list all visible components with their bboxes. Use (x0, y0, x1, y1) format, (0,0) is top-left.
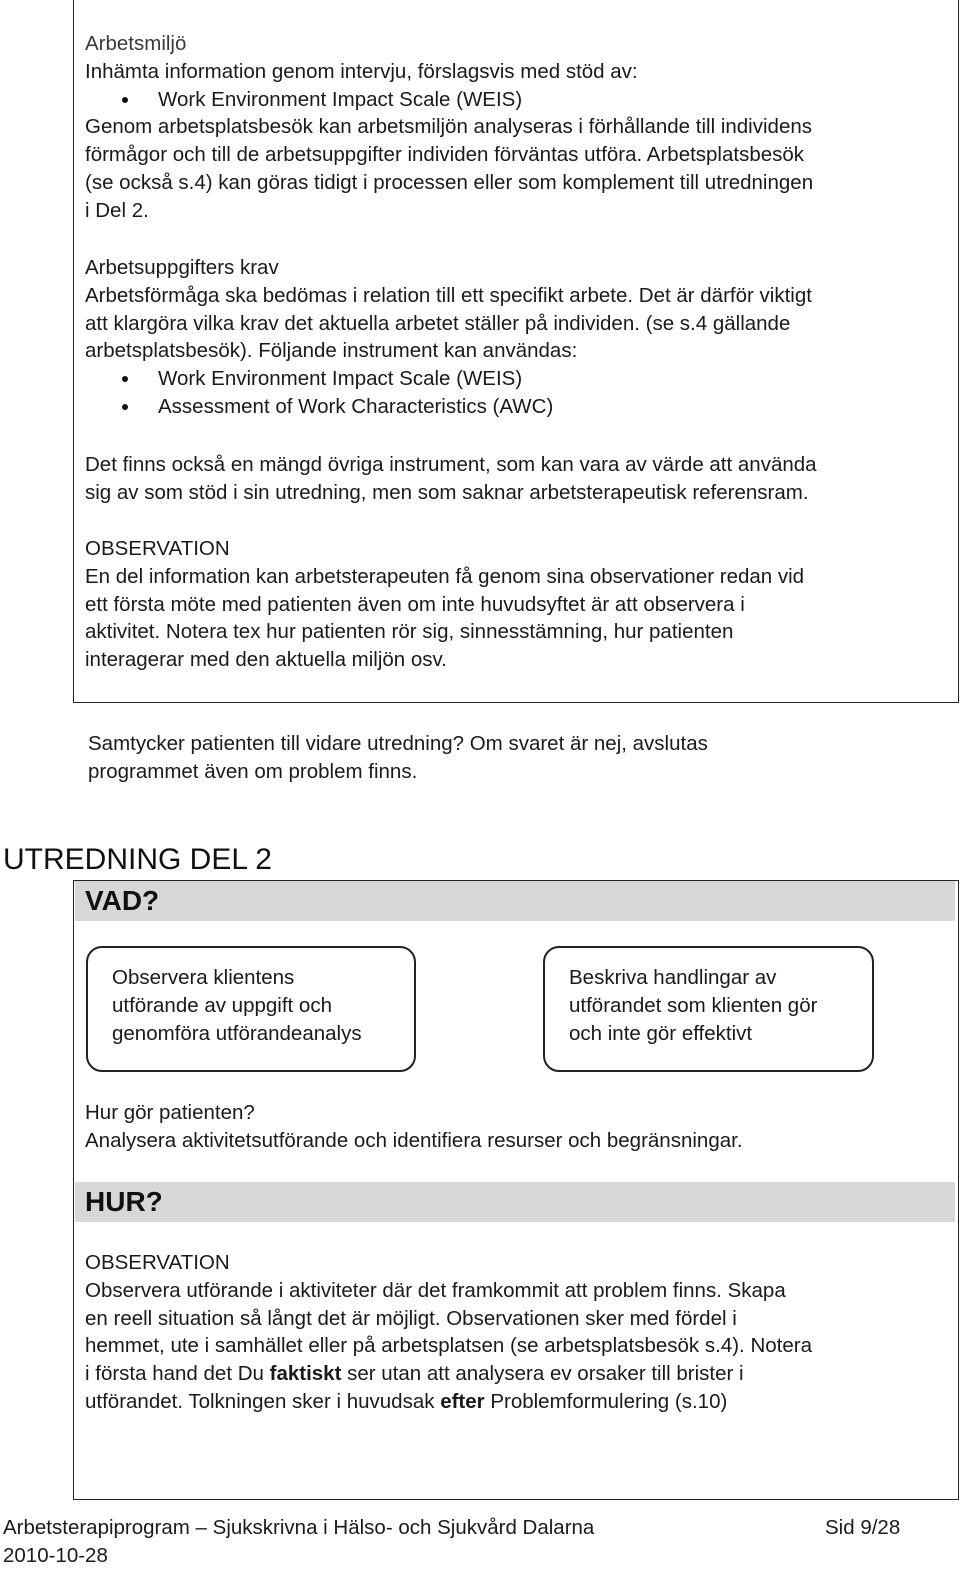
paragraph-line: programmet även om problem finns. (88, 759, 418, 783)
section-heading: OBSERVATION (85, 537, 230, 560)
hur-heading: HUR? (85, 1186, 163, 1217)
box-line: utförandet som klienten gör (569, 994, 818, 1017)
paragraph-line: i första hand det Du faktiskt ser utan att analysera ev orsaker till brister i (85, 1362, 744, 1386)
paragraph-line: förmågor och till de arbetsuppgifter individen förväntas utföra. Arbetsplatsbesök (85, 143, 805, 167)
paragraph-line: Samtycker patienten till vidare utredning? Om svaret är nej, avslutas (88, 732, 708, 755)
section-observation-2 (85, 1249, 945, 1416)
bullet-item: Work Environment Impact Scale (WEIS) (85, 86, 945, 114)
section-instrument-note (85, 451, 945, 507)
consent-question (88, 730, 948, 786)
footer-date: 2010-10-28 (3, 1544, 108, 1567)
paragraph-line: Analysera aktivitetsutförande och identifiera resurser och begränsningar. (85, 1128, 743, 1152)
emphasis-text: faktiskt (269, 1362, 342, 1386)
box-line: Beskriva handlingar av (569, 966, 777, 989)
paragraph-line: att klargöra vilka krav det aktuella arbetet ställer på individen. (se s.4 gällande (85, 311, 791, 335)
section-heading: Arbetsmiljö (85, 32, 187, 55)
section-arbetsmiljo (85, 30, 945, 225)
paragraph-line: interagerar med den aktuella miljön osv. (85, 648, 447, 672)
section-arbetsuppgifters-krav (85, 254, 945, 421)
hur-heading-bar (75, 1182, 955, 1222)
bullet-icon (122, 376, 128, 382)
paragraph-line: arbetsplatsbesök). Följande instrument kan användas: (85, 339, 578, 363)
vad-heading: VAD? (85, 885, 160, 916)
paragraph-line: Hur gör patienten? (85, 1101, 255, 1124)
rounded-box-right (543, 946, 874, 1072)
box-line: utförande av uppgift och (112, 994, 332, 1017)
paragraph-line: i Del 2. (85, 198, 149, 222)
paragraph-line: ett första möte med patienten även om inte huvudsyftet är att observera i (85, 592, 745, 616)
footer-program-name: Arbetsterapiprogram – Sjukskrivna i Hälso- och Sjukvård Dalarna (3, 1516, 595, 1539)
paragraph-line: en reell situation så långt det är möjligt. Observationen sker med fördel i (85, 1306, 737, 1330)
page-title: UTREDNING DEL 2 (3, 843, 272, 876)
bullet-item: Work Environment Impact Scale (WEIS) (85, 365, 945, 393)
paragraph-line: (se också s.4) kan göras tidigt i processen eller som komplement till utredningen (85, 170, 814, 194)
section-heading: Arbetsuppgifters krav (85, 256, 279, 279)
paragraph-line: En del information kan arbetsterapeuten få genom sina observationer redan vid (85, 564, 805, 588)
box-line: Observera klientens (112, 966, 295, 989)
footer-page-number: Sid 9/28 (825, 1516, 901, 1539)
vad-heading-bar (75, 881, 955, 921)
paragraph-line: Observera utförande i aktiviteter där det framkommit att problem finns. Skapa (85, 1278, 786, 1302)
box-line: och inte gör effektivt (569, 1022, 753, 1045)
bullet-item: Assessment of Work Characteristics (AWC) (85, 393, 945, 421)
section-heading: OBSERVATION (85, 1251, 230, 1274)
paragraph-line: Genom arbetsplatsbesök kan arbetsmiljön analyseras i förhållande till individens (85, 115, 812, 139)
paragraph-line: Inhämta information genom intervju, förslagsvis med stöd av: (85, 59, 638, 83)
bullet-icon (122, 404, 128, 410)
analysis-block (85, 1099, 945, 1155)
paragraph-line: utförandet. Tolkningen sker i huvudsak efter Problemformulering (s.10) (85, 1389, 728, 1413)
rounded-box-left (86, 946, 416, 1072)
box-line: genomföra utförandeanalys (112, 1022, 362, 1045)
bullet-icon (122, 97, 128, 103)
paragraph-line: sig av som stöd i sin utredning, men som saknar arbetsterapeutisk referensram. (85, 480, 809, 504)
emphasis-text: efter (440, 1389, 485, 1413)
section-observation (85, 535, 945, 674)
paragraph-line: aktivitet. Notera tex hur patienten rör sig, sinnesstämning, hur patienten (85, 620, 734, 644)
paragraph-line: Arbetsförmåga ska bedömas i relation till ett specifikt arbete. Det är därför viktigt (85, 283, 812, 307)
paragraph-line: Det finns också en mängd övriga instrument, som kan vara av värde att använda (85, 453, 817, 476)
paragraph-line: hemmet, ute i samhället eller på arbetsplatsen (se arbetsplatsbesök s.4). Notera (85, 1334, 812, 1358)
